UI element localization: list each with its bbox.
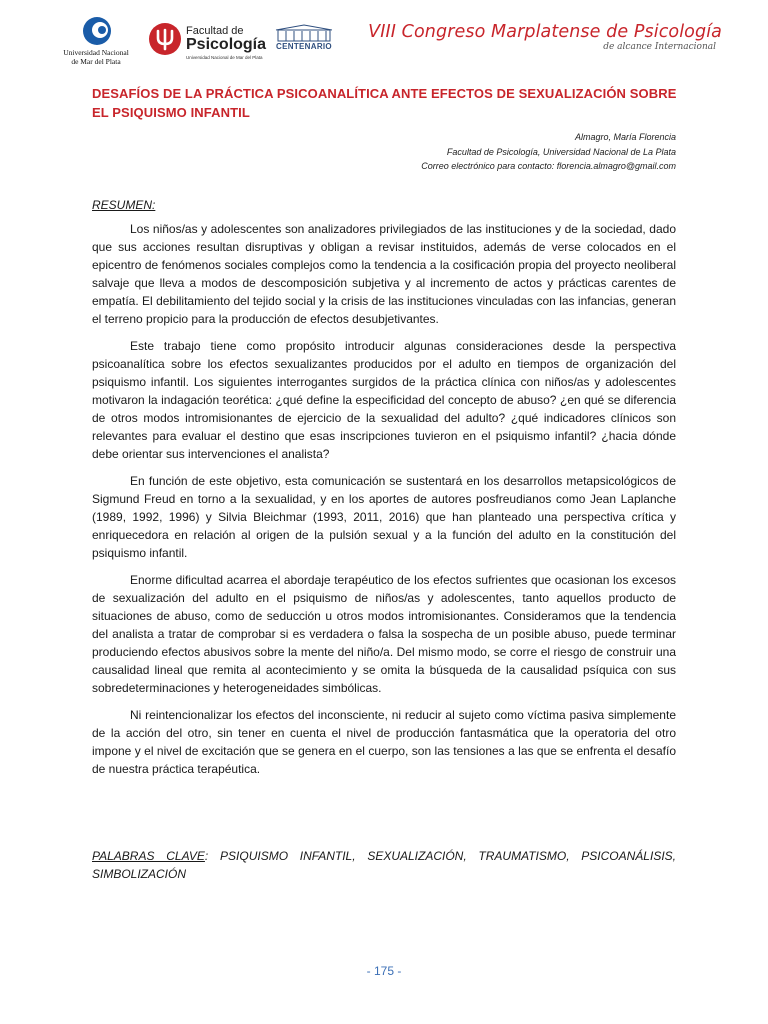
unmdp-name — [52, 48, 140, 66]
congress-title: VIII Congreso Marplatense de Psicología — [368, 22, 722, 42]
page-header — [0, 0, 768, 80]
keywords — [92, 847, 676, 883]
author-block — [421, 130, 676, 174]
article-title: DESAFÍOS DE LA PRÁCTICA PSICOANALÍTICA ANTE EFECTOS DE SEXUALIZACIÓN SOBRE EL PSIQUISMO INFANTIL — [92, 86, 677, 120]
centenary-label: CENTENARIO — [276, 42, 332, 51]
unmdp-emblem-icon — [82, 16, 112, 46]
resumen-heading: RESUMEN: — [92, 198, 156, 212]
faculty-line1: Facultad de — [186, 25, 244, 37]
abstract-paragraph: En función de este objetivo, esta comunicación se sustentará en los desarrollos metapsicológicos de Sigmund Freud en torno a la sexualidad, y en los aportes de autores posfreudianos como Jean Laplanche (1989, 1992, 1996) y Silvia Bleichmar (1993, 2011, 2016) que han planteado una perspectiva crítica y enriquecedora en relación al origen de la pulsión sexual y a la función del adulto en la constitución del psiquismo infantil. — [92, 474, 676, 560]
keywords-list: : PSIQUISMO INFANTIL, SEXUALIZACIÓN, TRAUMATISMO, PSICOANÁLISIS, SIMBOLIZACIÓN — [92, 849, 676, 881]
abstract-body — [92, 220, 676, 787]
faculty-line3: Universidad Nacional de Mar del Plata — [186, 55, 263, 60]
faculty-name — [186, 26, 266, 61]
unmdp-name-line2: de Mar del Plata — [71, 57, 121, 66]
page-number: - 175 - — [366, 964, 402, 978]
abstract-paragraph: Este trabajo tiene como propósito introducir algunas consideraciones desde la perspectiva psicoanalítica sobre los efectos sexualizantes producidos por el adulto en tiempos de organización del psiquismo infantil. Los siguientes interrogantes surgidos de la práctica clínica con niños/as y adolescentes motivaron la indagación teorética: ¿qué define la especificidad del concepto de abuso? ¿en qué se diferencia de otros modos intromisionantes de ejercicio de la sexualidad del adulto? ¿qué indicadores clínicos son relevantes para evaluar el destino que esas inscripciones tuvieron en el psiquismo infantil? ¿hacia dónde debe orientar sus intervenciones el analista? — [92, 339, 676, 461]
author-affiliation: Facultad de Psicología, Universidad Nacional de La Plata — [446, 146, 676, 157]
congress-subtitle: de alcance Internacional — [603, 42, 716, 52]
author-contact: Correo electrónico para contacto: florencia.almagro@gmail.com — [421, 161, 676, 171]
faculty-line2: Psicología — [186, 36, 267, 53]
keywords-label: PALABRAS CLAVE — [92, 849, 205, 863]
psi-logo-icon — [148, 22, 182, 56]
abstract-paragraph: Enorme dificultad acarrea el abordaje terapéutico de los efectos sufrientes que ocasionan los excesos de sexualización del adulto en el psiquismo de niños/as y adolescentes, tanto aquellos producto de situaciones de abuso, como de seducción u otros modos intromisionantes. Consideramos que la tendencia del analista a tratar de comprobar si es verdadera o falsa la sospecha de un posible abuso, puede terminar produciendo efectos abusivos sobre la mente del niño/a. Del mismo modo, se corre el riesgo de construir una causalidad lineal que remita al acontecimiento y se omita la búsqueda de la causalidad psíquica con sus sobredeterminaciones y heterogeneidades simbólicas. — [92, 573, 676, 695]
unmdp-name-line1: Universidad Nacional — [63, 48, 129, 57]
unmdp-logo — [52, 16, 140, 70]
abstract-paragraph: Ni reintencionalizar los efectos del inconsciente, ni reducir al sujeto como víctima pasiva simplemente de la acción del otro, sin tener en cuenta el nivel de producción fantasmática que la operatoria del otro impone y el nivel de excitación que se genera en el cuerpo, son las tensiones a las que se enfrenta el desafío de nuestra práctica terapéutica. — [92, 708, 676, 776]
abstract-paragraph: Los niños/as y adolescentes son analizadores privilegiados de las instituciones y de la sociedad, dado que sus acciones resultan disruptivas y obligan a revisar instituidos, además de verse colocados en el epicentro de fenómenos sociales complejos como la tendencia a la cosificación propia del proyecto neoliberal salvaje que lleva a modos de descomposición subjetiva y al incremento de actos y prácticas carentes de empatía. El debilitamiento del tejido social y la crisis de las instituciones vinculadas con las infancias, generan el terreno propicio para la producción de efectos desubjetivantes. — [92, 222, 676, 326]
building-icon — [272, 24, 336, 42]
centenary-logo — [272, 24, 336, 58]
author-name: Almagro, María Florencia — [574, 132, 676, 142]
